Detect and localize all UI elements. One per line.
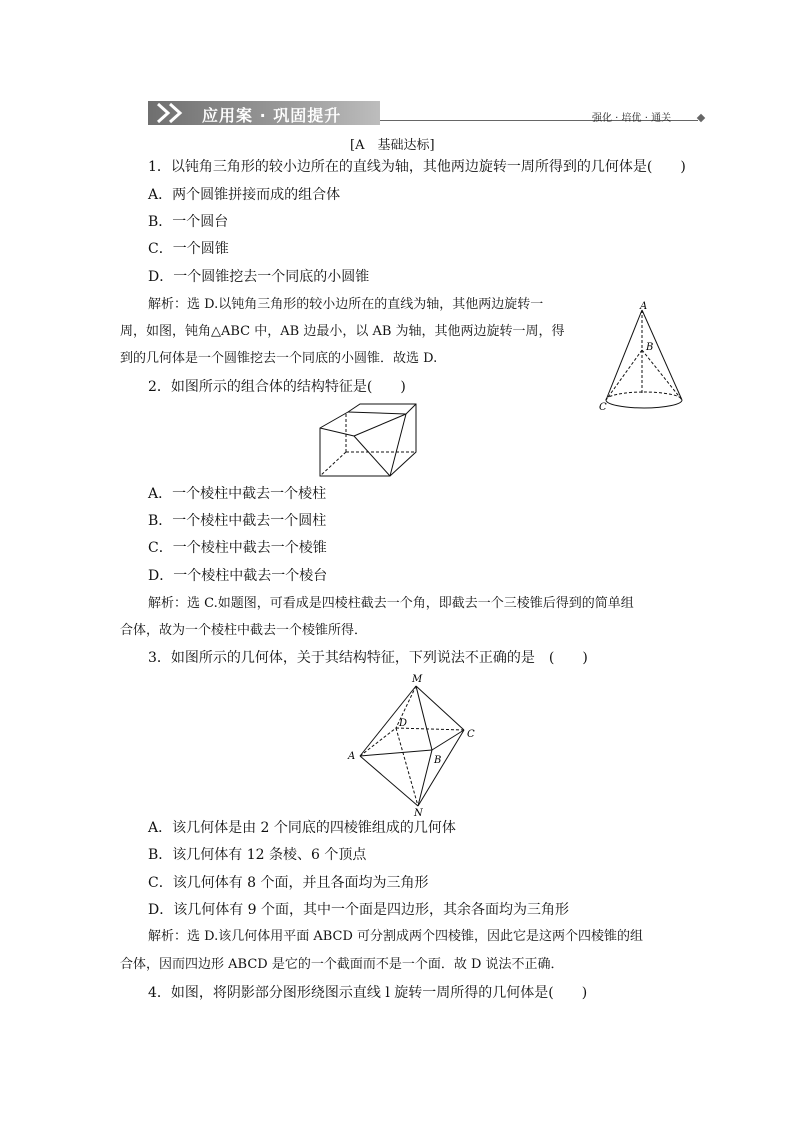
q1-stem: 1．以钝角三角形的较小边所在的直线为轴，其他两边旋转一周所得到的几何体是( ) (148, 159, 686, 175)
q2-option-a: A．一个棱柱中截去一个棱柱 (148, 486, 327, 502)
q2-option-b: B．一个棱柱中截去一个圆柱 (148, 513, 327, 529)
q1-analysis-line-1: 解析：选 D.以钝角三角形的较小边所在的直线为轴，其他两边旋转一 (148, 297, 544, 312)
q1-option-d: D．一个圆锥挖去一个同底的小圆锥 (148, 269, 370, 285)
q2-analysis-line-1: 解析：选 C.如题图，可看成是四棱柱截去一个角，即截去一个三棱锥后得到的简单组 (148, 596, 634, 611)
q2-option-d: D．一个棱柱中截去一个棱台 (148, 568, 328, 584)
diamond-icon (697, 114, 705, 122)
q1-label-c: C (599, 402, 607, 413)
q3-label-c: C (467, 729, 475, 740)
q3-option-c: C．该几何体有 8 个面，并且各面均为三角形 (148, 875, 429, 891)
q2-prism-figure (318, 402, 418, 480)
q1-label-b: B (646, 342, 654, 353)
q3-label-d: D (399, 718, 408, 729)
q1-option-b: B．一个圆台 (148, 214, 229, 230)
q3-label-a: A (348, 751, 356, 762)
q3-option-d: D．该几何体有 9 个面，其中一个面是四边形，其余各面均为三角形 (148, 902, 570, 918)
q3-label-m: M (412, 674, 423, 685)
q3-stem: 3．如图所示的几何体，关于其结构特征，下列说法不正确的是 ( ) (148, 650, 588, 666)
q3-analysis-line-2: 合体，因而四边形 ABCD 是它的一个截面而不是一个面．故 D 说法不正确． (120, 957, 564, 972)
q2-analysis-line-2: 合体，故为一个棱柱中截去一个棱锥所得． (120, 623, 368, 638)
chevron-double-icon (154, 102, 194, 124)
q1-option-a: A．两个圆锥拼接而成的组合体 (148, 187, 341, 203)
header-banner (148, 99, 708, 129)
q1-cone-figure (596, 298, 686, 414)
q3-option-a: A．该几何体是由 2 个同底的四棱锥组成的几何体 (148, 820, 456, 836)
header-right-label: 强化 · 培优 · 通关 (592, 113, 672, 124)
q3-option-b: B．该几何体有 12 条棱、6 个顶点 (148, 847, 367, 863)
header-title: 应用案 · 巩固提升 (202, 106, 342, 125)
q1-analysis-line-2: 周，如图，钝角△ABC 中，AB 边最小，以 AB 为轴，其他两边旋转一周，得 (120, 324, 565, 339)
q2-option-c: C．一个棱柱中截去一个棱锥 (148, 540, 327, 556)
q1-label-a: A (640, 301, 648, 312)
q3-label-b: B (434, 755, 442, 766)
q1-analysis-line-3: 到的几何体是一个圆锥挖去一个同底的小圆锥．故选 D. (120, 351, 438, 366)
q3-analysis-line-1: 解析：选 D.该几何体用平面 ABCD 可分割成两个四棱锥，因此它是这两个四棱锥的组 (148, 929, 644, 944)
q4-stem: 4．如图，将阴影部分图形绕图示直线 l 旋转一周所得的几何体是( ) (148, 985, 588, 1001)
q3-label-n: N (414, 808, 423, 816)
section-label: [A 基础达标] (350, 138, 435, 153)
q1-option-c: C．一个圆锥 (148, 241, 229, 257)
q3-octahedron-figure (342, 670, 478, 816)
q2-stem: 2．如图所示的组合体的结构特征是( ) (148, 379, 406, 395)
